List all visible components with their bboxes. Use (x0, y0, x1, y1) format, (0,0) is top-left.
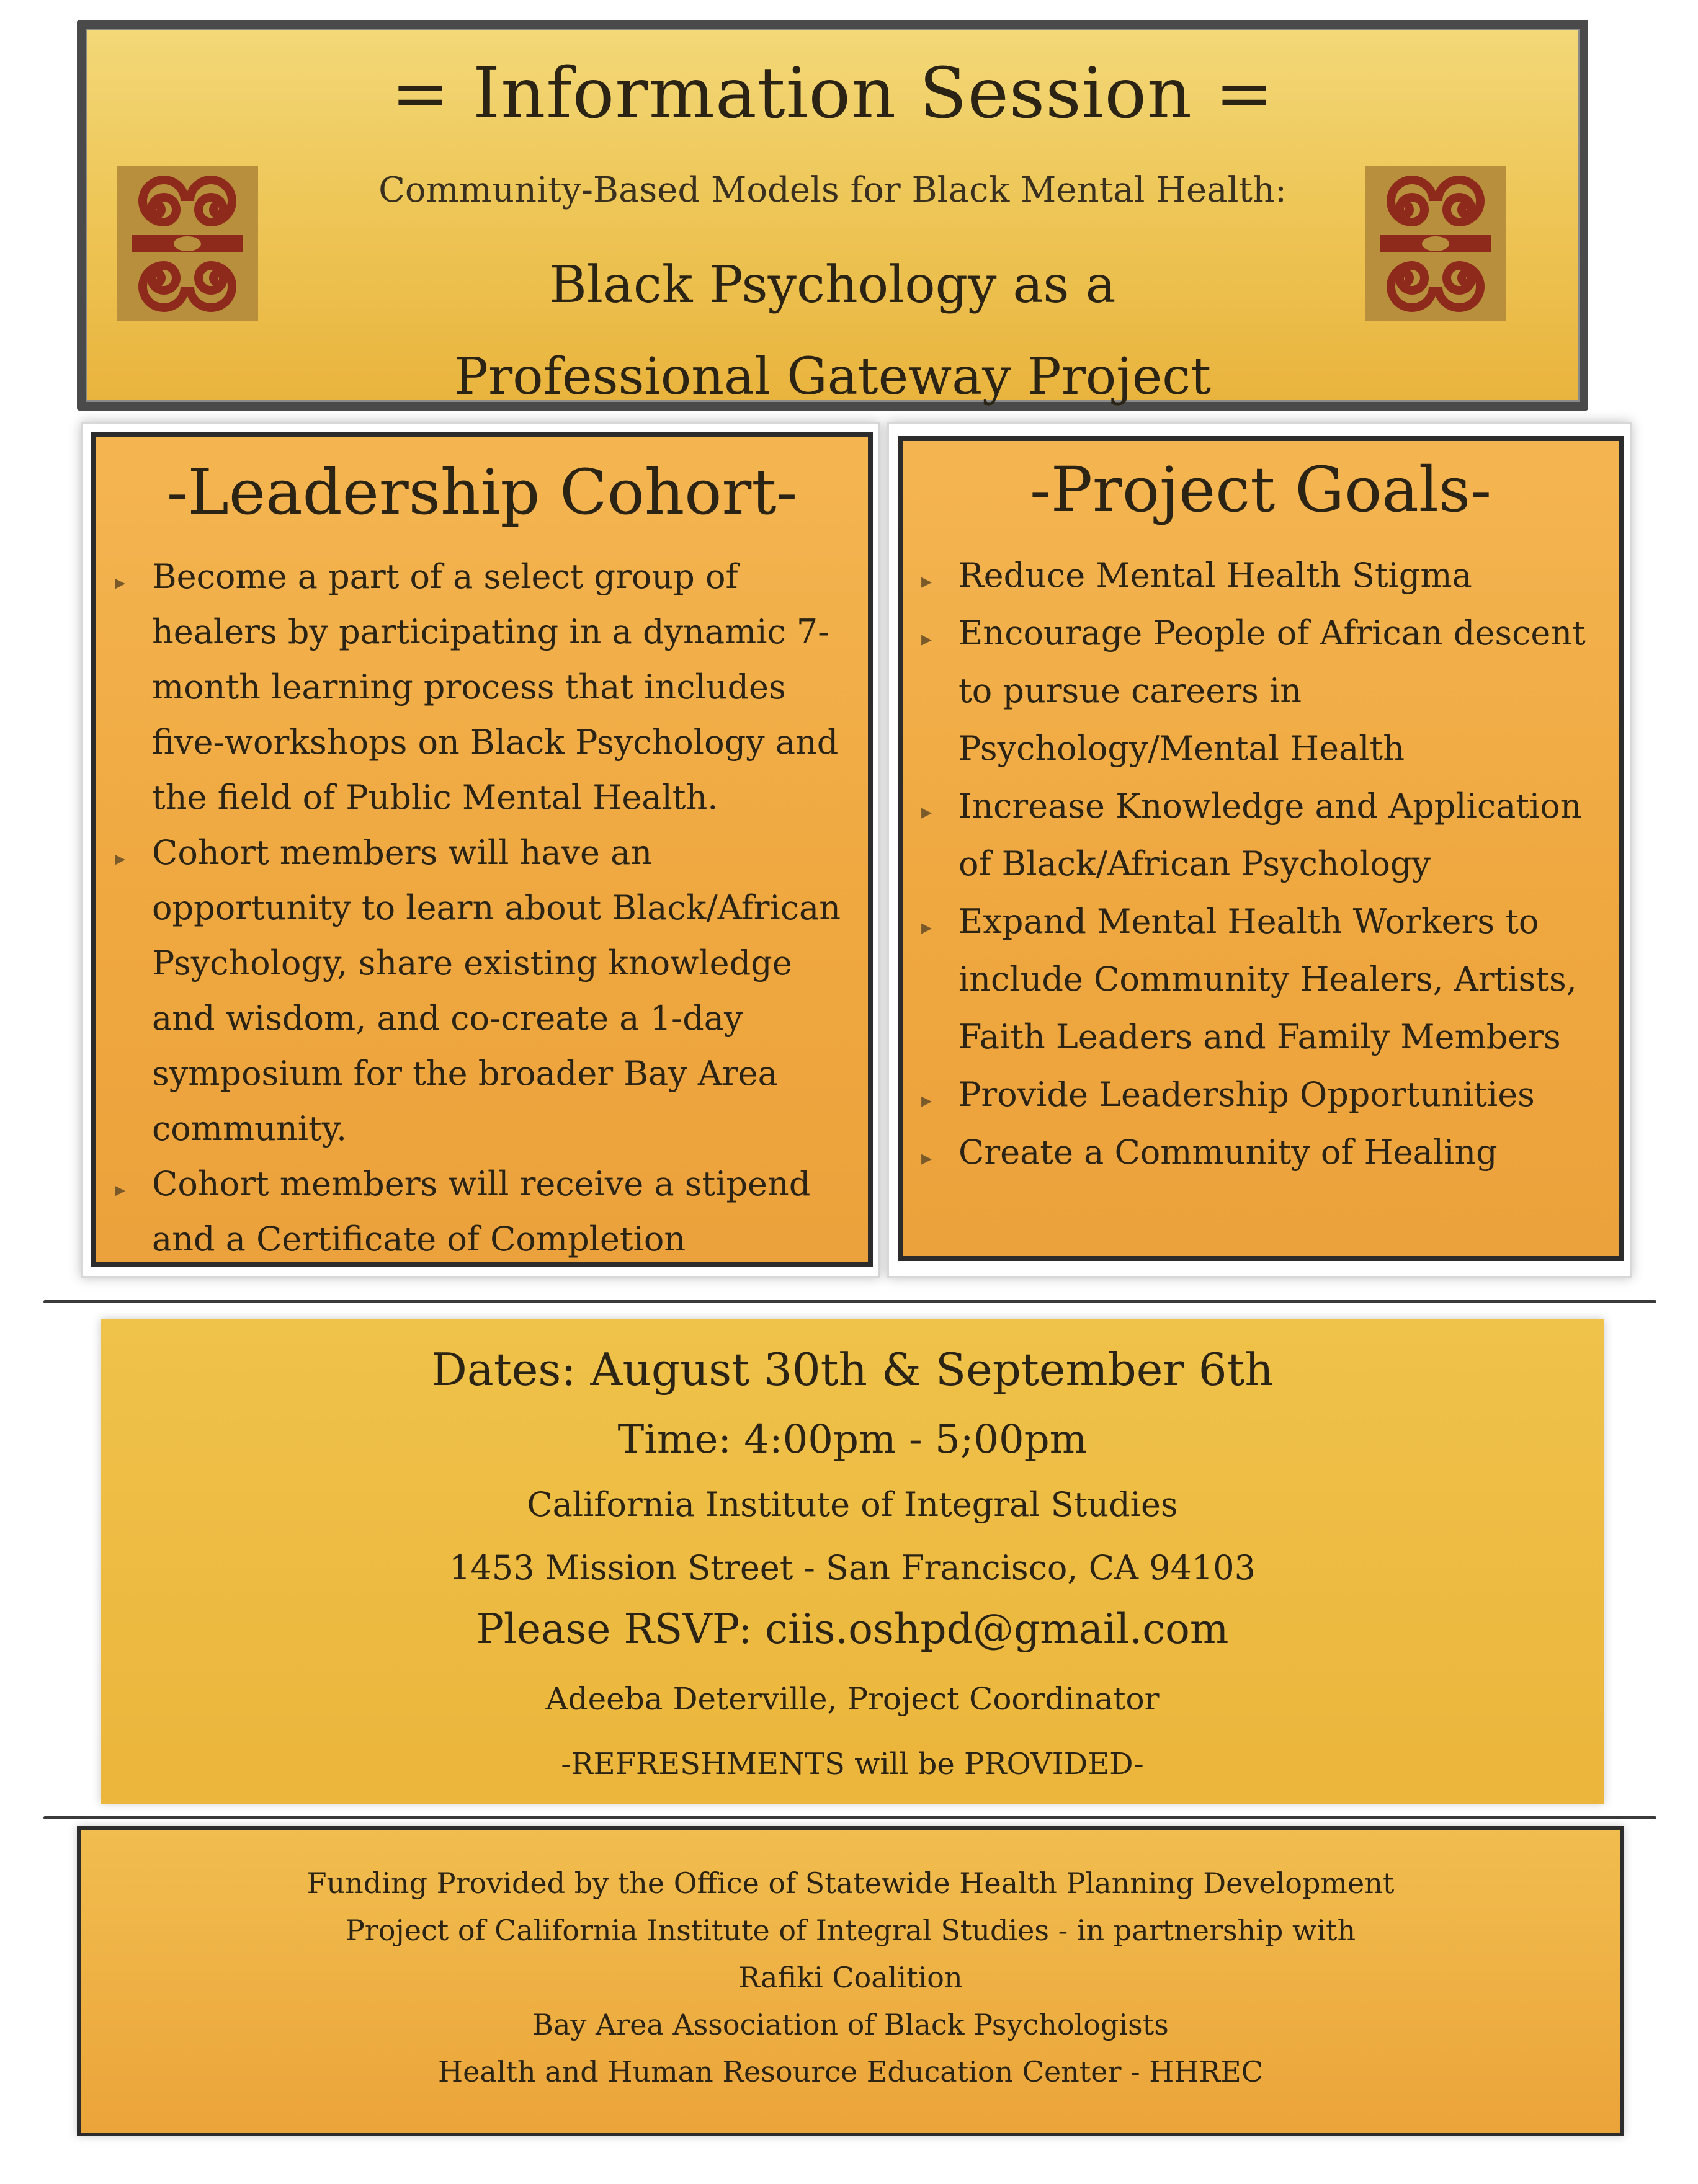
event-time: Time: 4:00pm - 5;00pm (617, 1417, 1088, 1463)
section-divider (43, 1816, 1656, 1819)
triangle-bullet-icon: ▸ (115, 570, 126, 595)
project-name (86, 239, 1580, 423)
triangle-bullet-icon: ▸ (921, 800, 932, 824)
leadership-cohort-frame (81, 422, 880, 1278)
leadership-cohort-panel (91, 432, 873, 1267)
project-goals-panel (898, 436, 1624, 1261)
triangle-bullet-icon: ▸ (921, 569, 932, 594)
leadership-cohort-title: -Leadership Cohort- (166, 456, 798, 528)
project-goals-title: -Project Goals- (1029, 453, 1492, 526)
triangle-bullet-icon: ▸ (921, 915, 932, 940)
list-item: ▸ Expand Mental Health Workers to include Community Healers, Artists, Faith Leaders and Family Members (921, 893, 1616, 1066)
footer-line: Project of California Institute of Integral Studies - in partnership with (345, 1914, 1356, 1947)
triangle-bullet-icon: ▸ (115, 1177, 126, 1202)
footer-line: Health and Human Resource Education Center - HHREC (438, 2055, 1263, 2088)
list-item: ▸ Cohort members will have an opportunity to learn about Black/African Psychology, share existing knowledge and wisdom, and co-create a 1-day symposium for the broader Bay Area community. (115, 825, 859, 1156)
project-name-line-2: Professional Gateway Project (454, 347, 1212, 406)
project-coordinator: Adeeba Deterville, Project Coordinator (545, 1681, 1160, 1717)
footer-line: Funding Provided by the Office of Statewide Health Planning Development (306, 1866, 1395, 1900)
footer-credits (81, 1860, 1620, 2095)
header-banner (77, 20, 1588, 411)
list-item: ▸ Cohort members will receive a stipend and a Certificate of Completion (115, 1156, 859, 1267)
triangle-bullet-icon: ▸ (921, 1088, 932, 1113)
list-item: ▸ Create a Community of Healing (921, 1123, 1616, 1181)
rsvp-email: Please RSVP: ciis.oshpd@gmail.com (476, 1605, 1229, 1653)
triangle-bullet-icon: ▸ (115, 846, 126, 871)
list-item: ▸ Increase Knowledge and Application of Black/African Psychology (921, 777, 1616, 893)
section-divider (43, 1300, 1656, 1303)
event-venue: California Institute of Integral Studies (527, 1485, 1178, 1524)
footer-line: Bay Area Association of Black Psychologists (532, 2008, 1169, 2041)
page-title: = Information Session = (391, 53, 1274, 134)
adinkra-spiral-symbol-icon (1365, 166, 1506, 321)
event-dates: Dates: August 30th & September 6th (431, 1344, 1274, 1396)
page-subtitle: Community-Based Models for Black Mental Health: (378, 170, 1287, 210)
event-details-box (101, 1319, 1604, 1804)
list-item: ▸ Encourage People of African descent to pursue careers in Psychology/Mental Health (921, 604, 1616, 777)
adinkra-spiral-symbol-icon (117, 166, 258, 321)
project-goals-frame (887, 422, 1632, 1278)
leadership-cohort-list (115, 549, 859, 1267)
event-address: 1453 Mission Street - San Francisco, CA 94103 (449, 1548, 1256, 1587)
project-name-line-1: Black Psychology as a (549, 256, 1116, 314)
triangle-bullet-icon: ▸ (921, 1146, 932, 1170)
list-item: ▸ Become a part of a select group of healers by participating in a dynamic 7-month learning process that includes five-workshops on Black Psychology and the field of Public Mental Health. (115, 549, 859, 825)
list-item: ▸ Provide Leadership Opportunities (921, 1066, 1616, 1123)
list-item: ▸ Reduce Mental Health Stigma (921, 546, 1616, 604)
refreshments-note: -REFRESHMENTS will be PROVIDED- (561, 1747, 1144, 1781)
footer-line: Rafiki Coalition (738, 1961, 963, 1994)
project-goals-list (921, 546, 1616, 1181)
triangle-bullet-icon: ▸ (921, 626, 932, 651)
funding-footer (77, 1826, 1624, 2136)
